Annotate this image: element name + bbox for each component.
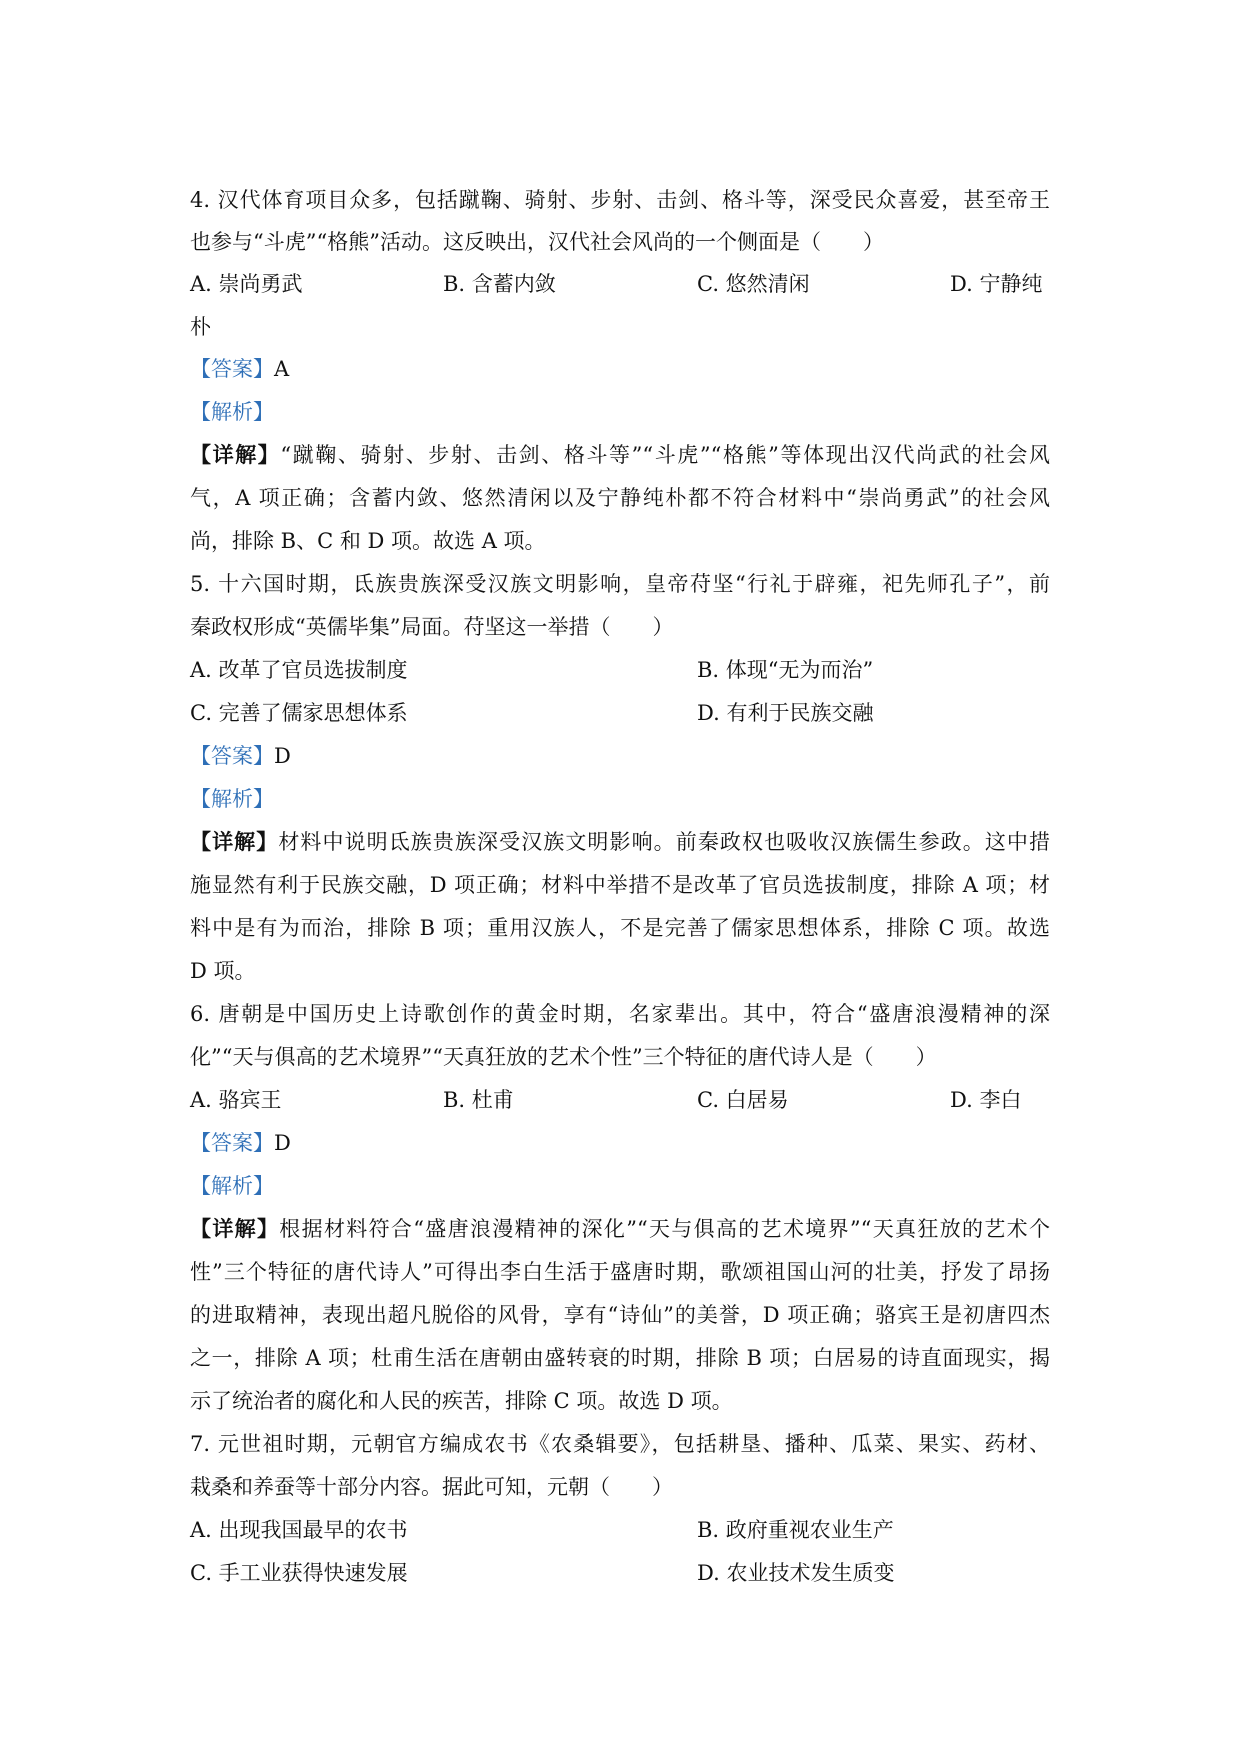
q6-stem-line-2: 化”“天与俱高的艺术境界”“天真狂放的艺术个性”三个特征的唐代诗人是（ ） bbox=[190, 1045, 937, 1069]
q5-option-a: A. 改革了官员选拔制度 bbox=[190, 658, 408, 682]
q4-option-b: B. 含蓄内敛 bbox=[443, 272, 556, 296]
answer-value: A bbox=[274, 357, 290, 381]
q7-option-a: A. 出现我国最早的农书 bbox=[190, 1518, 408, 1542]
answer-tag: 【答案】 bbox=[190, 357, 274, 381]
q5-detail-line-4: D 项。 bbox=[190, 959, 256, 983]
q4-option-d: D. 宁静纯 bbox=[950, 272, 1043, 296]
q6-option-a: A. 骆宾王 bbox=[190, 1088, 282, 1112]
q6-detail-line-2: 性”三个特征的唐代诗人”可得出李白生活于盛唐时期，歌颂祖国山河的壮美，抒发了昂扬 bbox=[190, 1260, 1050, 1284]
answer-value: D bbox=[274, 1131, 291, 1155]
q5-option-c: C. 完善了儒家思想体系 bbox=[190, 701, 408, 725]
answer-tag: 【答案】 bbox=[190, 744, 274, 768]
q4-option-a: A. 崇尚勇武 bbox=[190, 272, 303, 296]
answer-value: D bbox=[274, 744, 291, 768]
q5-option-b: B. 体现“无为而治” bbox=[697, 658, 874, 682]
q5-detail-line-2: 施显然有利于民族交融，D 项正确；材料中举措不是改革了官员选拔制度，排除 A 项；材 bbox=[190, 873, 1050, 897]
q4-detail-line-1 bbox=[190, 443, 1050, 467]
q5-answer bbox=[190, 744, 291, 768]
q6-option-b: B. 杜甫 bbox=[443, 1088, 514, 1112]
q4-detail-line-3: 尚，排除 B、C 和 D 项。故选 A 项。 bbox=[190, 529, 546, 553]
q4-stem-line-1: 4. 汉代体育项目众多，包括蹴鞠、骑射、步射、击剑、格斗等，深受民众喜爱，甚至帝王 bbox=[190, 188, 1050, 212]
detail-text: “蹴鞠、骑射、步射、击剑、格斗等”“斗虎”“格熊”等体现出汉代尚武的社会风 bbox=[280, 443, 1051, 467]
q7-option-d: D. 农业技术发生质变 bbox=[697, 1561, 895, 1585]
q4-stem-line-2: 也参与“斗虎”“格熊”活动。这反映出，汉代社会风尚的一个侧面是（ ） bbox=[190, 230, 884, 254]
q6-detail-line-1 bbox=[190, 1217, 1050, 1241]
q6-analysis-tag: 【解析】 bbox=[190, 1174, 274, 1198]
q6-detail-line-3: 的进取精神，表现出超凡脱俗的风骨，享有“诗仙”的美誉，D 项正确；骆宾王是初唐四杰 bbox=[190, 1303, 1050, 1327]
q6-detail-line-4: 之一，排除 A 项；杜甫生活在唐朝由盛转衰的时期，排除 B 项；白居易的诗直面现实，揭 bbox=[190, 1346, 1050, 1370]
detail-text: 材料中说明氐族贵族深受汉族文明影响。前秦政权也吸收汉族儒生参政。这中措 bbox=[278, 830, 1051, 854]
q6-answer bbox=[190, 1131, 291, 1155]
q5-stem-line-2: 秦政权形成“英儒毕集”局面。苻坚这一举措（ ） bbox=[190, 615, 674, 639]
q5-option-d: D. 有利于民族交融 bbox=[697, 701, 874, 725]
detail-tag: 【详解】 bbox=[190, 829, 279, 854]
q5-detail-line-3: 料中是有为而治，排除 B 项；重用汉族人，不是完善了儒家思想体系，排除 C 项。故选 bbox=[190, 916, 1050, 940]
q4-option-c: C. 悠然清闲 bbox=[697, 272, 810, 296]
q4-detail-line-2: 气，A 项正确；含蓄内敛、悠然清闲以及宁静纯朴都不符合材料中“崇尚勇武”的社会风 bbox=[190, 486, 1050, 510]
q7-option-b: B. 政府重视农业生产 bbox=[697, 1518, 894, 1542]
q5-analysis-tag: 【解析】 bbox=[190, 787, 274, 811]
detail-text: 根据材料符合“盛唐浪漫精神的深化”“天与俱高的艺术境界”“天真狂放的艺术个 bbox=[279, 1217, 1050, 1241]
q7-stem-line-2: 栽桑和养蚕等十部分内容。据此可知，元朝（ ） bbox=[190, 1475, 673, 1499]
q6-detail-line-5: 示了统治者的腐化和人民的疾苦，排除 C 项。故选 D 项。 bbox=[190, 1389, 733, 1413]
q7-option-c: C. 手工业获得快速发展 bbox=[190, 1561, 408, 1585]
q5-stem-line-1: 5. 十六国时期，氐族贵族深受汉族文明影响，皇帝苻坚“行礼于辟雍，祀先师孔子”，前 bbox=[190, 572, 1050, 596]
answer-tag: 【答案】 bbox=[190, 1131, 274, 1155]
q7-stem-line-1: 7. 元世祖时期，元朝官方编成农书《农桑辑要》，包括耕垦、播种、瓜菜、果实、药材、 bbox=[190, 1432, 1050, 1456]
q6-option-d: D. 李白 bbox=[950, 1088, 1022, 1112]
detail-tag: 【详解】 bbox=[190, 442, 281, 467]
q5-detail-line-1 bbox=[190, 830, 1050, 854]
q6-option-c: C. 白居易 bbox=[697, 1088, 789, 1112]
detail-tag: 【详解】 bbox=[190, 1216, 280, 1241]
q6-stem-line-1: 6. 唐朝是中国历史上诗歌创作的黄金时期，名家辈出。其中，符合“盛唐浪漫精神的深 bbox=[190, 1002, 1050, 1026]
q4-answer bbox=[190, 357, 289, 381]
q4-option-d-wrap: 朴 bbox=[190, 315, 211, 339]
q4-analysis-tag: 【解析】 bbox=[190, 400, 274, 424]
